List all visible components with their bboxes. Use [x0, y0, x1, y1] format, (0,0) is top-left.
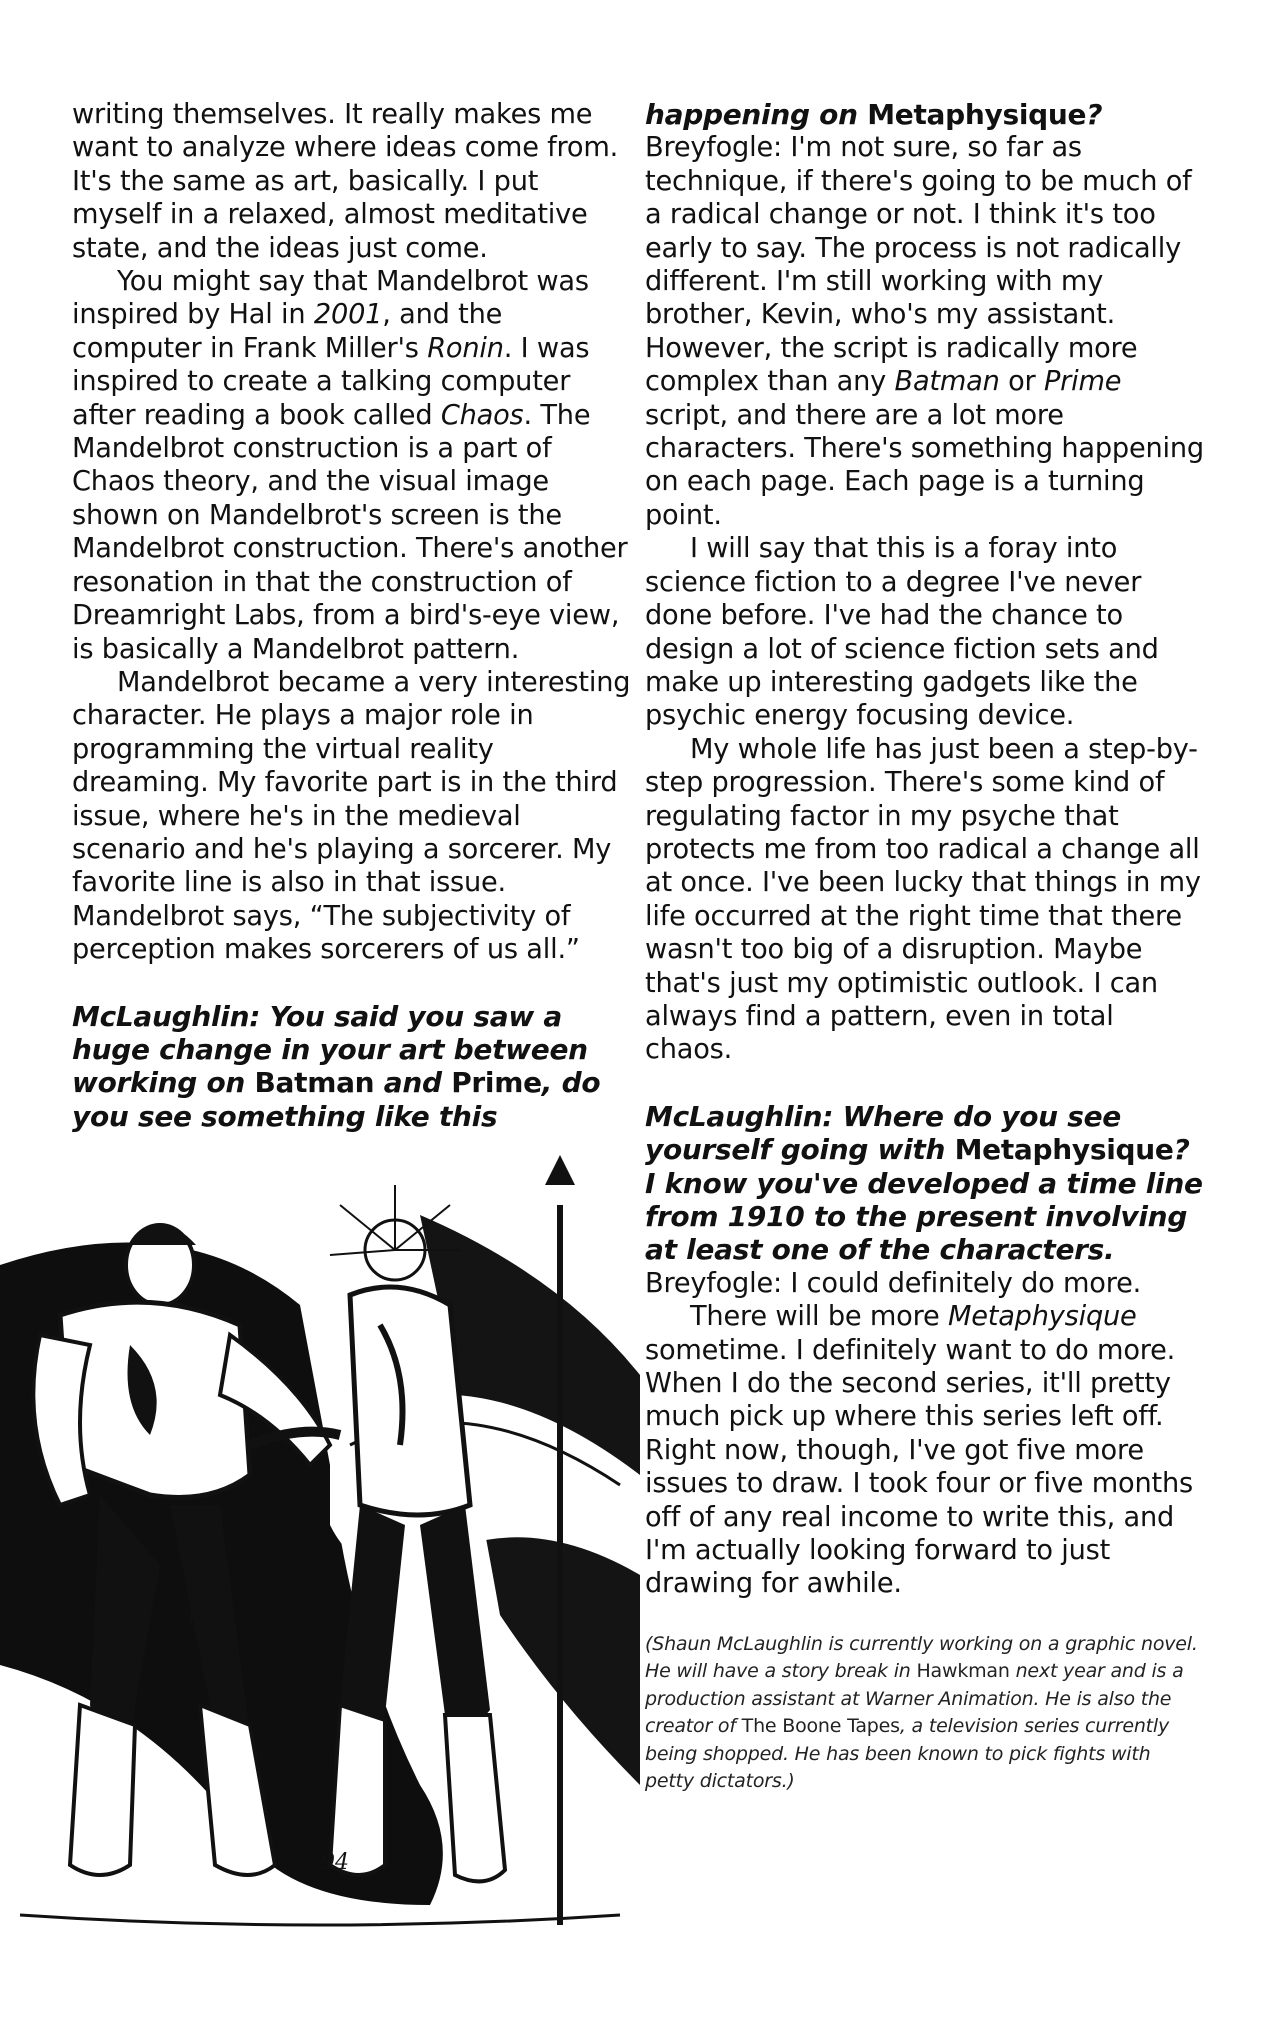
artist-signature: '94: [315, 1850, 350, 1875]
interview-question: McLaughlin: Where do you see yourself going with Metaphysique? I know you've developed a time line from 1910 to the present involving at least one of the characters.: [645, 1099, 1203, 1267]
paragraph: I will say that this is a foray into science fiction to a degree I've never done before. I've had the chance to design a lot of science fiction sets and make up interesting gadgets like the psychic energy focusing device.: [645, 533, 1159, 732]
paragraph: There will be more Metaphysique sometime. I definitely want to do more. When I do the second series, it'll pretty much pick up where this series left off. Right now, though, I've got five more issues to draw. I took four or five months off of any real income to write this, and I'm actually looking forward to just drawing for awhile.: [645, 1301, 1193, 1600]
paragraph: Breyfogle: I'm not sure, so far as technique, if there's going to be much of a radical change or not. I think it's too early to say. The process is not radically different. I'm still working with my brother, Kevin, who's my assistant. However, the script is radically more complex than any Batman or Prime script, and there are a lot more characters. There's something happening on each page. Each page is a turning point.: [645, 132, 1204, 531]
paragraph: Mandelbrot became a very interesting character. He plays a major role in programming the virtual reality dreaming. My favorite part is in the third issue, where he's in the medieval scenario and he's playing a sorcerer. My favorite line is also in that issue. Mandelbrot says, “The subjectivity of perception makes sorcerers of us all.”: [72, 666, 631, 966]
paragraph: writing themselves. It really makes me want to analyze where ideas come from. It's the same as art, basically. I put myself in a relaxed, almost meditative state, and the ideas just come.: [72, 99, 619, 264]
right-column: [645, 98, 1205, 1796]
paragraph: You might say that Mandelbrot was inspired by Hal in 2001, and the computer in Frank Miller's Ronin. I was inspired to create a talking computer after reading a book called Chaos. The Mandelbrot construction is a part of Chaos theory, and the visual image shown on Mandelbrot's screen is the Mandelbrot construction. There's another resonation in that the construction of Dreamright Labs, from a bird's-eye view, is basically a Mandelbrot pattern.: [72, 266, 628, 665]
interview-question: McLaughlin: You said you saw a huge change in your art between working on Batman and Prime, do you see something like this: [72, 999, 601, 1133]
paragraph: Breyfogle: I could definitely do more.: [645, 1267, 1142, 1299]
ground-line: [20, 1915, 620, 1925]
interview-question-continued: happening on Metaphysique?: [645, 98, 1103, 131]
paragraph: My whole life has just been a step-by-step progression. There's some kind of regulating factor in my psyche that protects me from too radical a change all at once. I've been lucky that things in my life occurred at the right time that there wasn't too big of a disruption. Maybe that's just my optimistic outlook. I can always find a pattern, even in total chaos.: [645, 733, 1201, 1066]
author-credit: (Shaun McLaughlin is currently working on a graphic novel. He will have a story break in Hawkman next year and is a production assistant at Warner Animation. He is also the creator of The Boone Tapes, a television series currently being shopped. He has been known to pick fights with petty dictators.): [645, 1632, 1198, 1793]
left-column: [72, 98, 632, 1133]
